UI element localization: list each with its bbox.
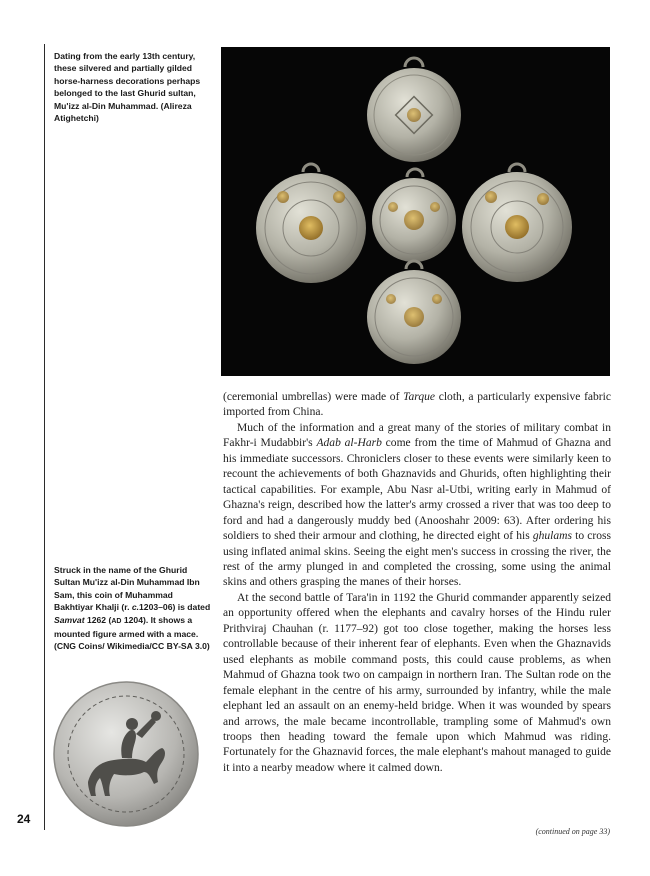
coin-caption-part: Struck in the name of the Ghurid Sultan Mu'izz al-Din Muhammad Ibn Sam, this coin of Muhammad Bakhtiyar Khalji (r. (54, 565, 200, 613)
coin-caption-part: 1203–06) is dated (139, 602, 211, 613)
text-run: Much of the information and a great many of the stories of military combat in Fakhr-i Mudabbir's (223, 421, 611, 450)
coin-caption-part: 1204). It shows a mounted figure armed with a mace. (CNG Coins/ Wikimedia/CC BY-SA 3.0) (54, 614, 210, 652)
text-run: cloth, a particularly expensive fabric imported from China. (223, 391, 611, 419)
coin-caption-samvat: Samvat (54, 614, 85, 625)
coin-caption-ad: AD (111, 617, 122, 625)
coin-caption (54, 564, 214, 653)
harness-decorations-photo (221, 47, 610, 376)
text-run: come from the time of Mahmud of Ghazna and his immediate successors. Chroniclers closer to these events were similarly keen to recount the achievements of both Ghaznavids and Ghurids, often highlighting their tactical capabilities. For example, Abu Nasr al-Utbi, writing early in Mahmud of Ghazna's reign, described how the latter's army crossed a river that was too deep to ford and had a dangerously muddy bed (Anooshahr 2009: 63). After ordering his soldiers to shed their armour and clothing, he directed eight of his (223, 437, 612, 543)
page-number: 24 (17, 812, 31, 826)
text-run-italic: Adab al-Harb (316, 437, 382, 450)
margin-rule (44, 44, 45, 830)
text-run-italic: Tarque (403, 391, 436, 403)
body-text (223, 390, 611, 776)
text-run-italic: ghulams (532, 530, 572, 543)
harness-decorations-image (221, 47, 610, 376)
text-run: (ceremonial umbrellas) were made of (223, 391, 404, 403)
harness-disc-right (462, 164, 572, 282)
coin-caption-circa: c. (131, 602, 140, 613)
coin-illustration (52, 678, 200, 830)
harness-disc-bottom (367, 261, 461, 364)
harness-disc-top (367, 58, 461, 162)
paragraph (223, 421, 611, 591)
paragraph: At the second battle of Tara'in in 1192 the Ghurid commander apparently seized an opportunity offered when the elephants and cavalry horses of the Hindu ruler Prithviraj Chauhan (r. 1177–92) got too close together, making the horses less controllable because of their inherent fear of elephants. Even when the Ghaznavids used elephants as mobile command posts, this could cause problems, as when Mahmud of Ghazna took two on campaign in northern Iran. The Sultan rode on the female elephant in the centre of his army, surrounded by infantry, while the male elephant led an assault on an enemy-held bridge. When it was wounded by spears and arrows, the male became incontrollable, trampling some of Mahmud's own troops then heading toward the female upon which Mahmud was riding. Fortunately for the Ghaznavid forces, the male elephant's mahout managed to guide it into a nearby meadow where it calmed down. (223, 591, 611, 774)
harness-disc-middle (372, 169, 456, 262)
paragraph (223, 390, 611, 421)
harness-disc-left (256, 164, 366, 283)
coin-image (52, 678, 200, 830)
harness-caption (54, 50, 214, 124)
coin-caption-text (54, 564, 214, 653)
text-run: to cross using inflated animal skins. Seeing the eight men's success in crossing the river, the rest of the army plunged in and completed the crossing, some using the animal skins and others grasping the manes of their horses. (223, 530, 611, 589)
coin-caption-part: 1262 ( (84, 614, 112, 625)
harness-caption-text: Dating from the early 13th century, these silvered and partially gilded horse-harness decorations perhaps belonged to the last Ghurid sultan, Mu'izz al-Din Muhammad. (Alireza Atighetchi) (54, 51, 201, 124)
continued-note: (continued on page 33) (535, 827, 610, 836)
